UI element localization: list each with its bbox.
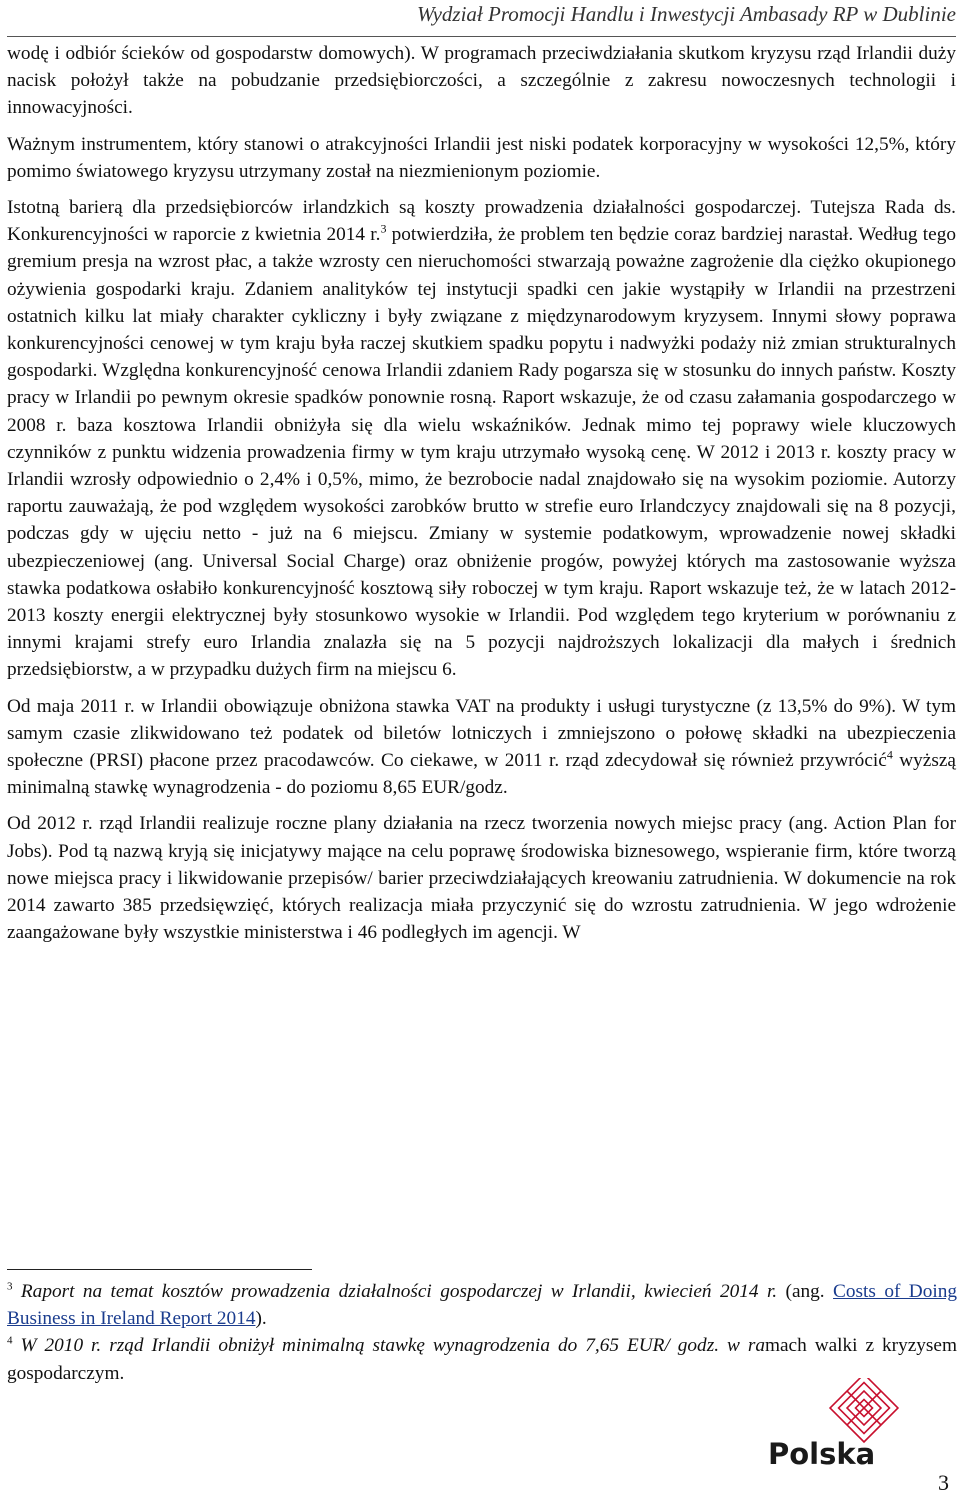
paragraph-3-part-1: Istotną barierą dla przedsiębiorców irlandzkich są koszty prowadzenia działalności gospodarczej. Tutejsza Rada ds. Konkurencyjności w raporcie z kwietnia 2014 r. (7, 197, 956, 246)
footnote-3-title: Raport na temat kosztów prowadzenia działalności gospodarczej w Irlandii, kwiecień 2014 r. (20, 1281, 778, 1302)
running-header: Wydział Promocji Handlu i Inwestycji Ambasady RP w Dublinie (417, 2, 956, 26)
footnote-ref-4[interactable]: 4 (886, 747, 893, 762)
footnote-4-italic: W 2010 r. rząd Irlandii obniżył minimalną stawkę wynagrodzenia do 7,65 EUR/ godz. w ra (20, 1335, 765, 1357)
paragraph-4 (7, 693, 956, 802)
paragraph-5: Od 2012 r. rząd Irlandii realizuje roczne plany działania na rzecz tworzenia nowych miejsc pracy (ang. Action Plan for Jobs). Pod tą nazwą kryją się inicjatywy mające na celu poprawę środowiska biznesowego, wspieranie firm, które tworzą nowe miejsca pracy i likwidowanie przepisów/ barier przeciwdziałających kreowaniu zatrudnienia. W dokumencie na rok 2014 zawarto 385 przedsięwzięć, których realizacja miała przyczynić się do wzrostu zatrudnienia. W jego wdrożenie zaangażowane były wszystkie ministerstwa i 46 podległych im agencji. W (7, 813, 956, 944)
paragraph-4-part-1: Od maja 2011 r. w Irlandii obowiązuje obniżona stawka VAT na produkty i usługi turystyczne (z 13,5% do 9%). W tym samym czasie zlikwidowano też podatek od biletów lotniczych i zmniejszono o połowę składki na ubezpieczenia społeczne (PRSI) płacone przez pracodawców. Co ciekawe, w 2011 r. rząd zdecydował się również przywrócić (7, 695, 956, 772)
footnote-separator (7, 1269, 312, 1270)
footnote-4-text: mach walki z kryzysem gospodarczym. (7, 1335, 957, 1384)
logo-mark-icon (830, 1378, 898, 1442)
polska-logo-graphic (768, 1378, 900, 1470)
logo-wordmark: Polska (768, 1437, 876, 1470)
polska-logo (768, 1378, 900, 1470)
footnote-3 (7, 1278, 957, 1332)
header-rule (7, 36, 956, 37)
footnote-3-end: ). (255, 1308, 267, 1330)
report-link[interactable]: Costs of Doing Business in Ireland Report 2014 (7, 1281, 957, 1330)
document-body (7, 40, 956, 947)
footnotes (7, 1278, 957, 1387)
footnote-number: 3 (7, 1280, 13, 1293)
paragraph-4-part-2: wyższą minimalną stawkę wynagrodzenia - do poziomu 8,65 EUR/godz. (7, 750, 956, 799)
paragraph-2: Ważnym instrumentem, który stanowi o atrakcyjności Irlandii jest niski podatek korporacyjny w wysokości 12,5%, który pomimo światowego kryzysu utrzymany został na niezmienionym poziomie. (7, 133, 956, 182)
footnote-ref-3[interactable]: 3 (380, 221, 387, 236)
paragraph-1: wodę i odbiór ścieków od gospodarstw domowych). W programach przeciwdziałania skutkom kryzysu rząd Irlandii duży nacisk położył także na pobudzanie przedsiębiorczości, a szczególnie z zakresu nowoczesnych technologii i innowacyjności. (7, 43, 956, 119)
footnote-number: 4 (7, 1334, 13, 1347)
footnote-3-text: (ang. (777, 1281, 834, 1302)
paragraph-3-part-2: potwierdziła, że problem ten będzie coraz bardziej narastał. Według tego gremium presja na wzrost płac, a także wzrosty cen nieruchomości stwarzają poważne zagrożenie dla ciężko okupionego ożywienia gospodarki kraju. Zdaniem analityków tej instytucji spadki cen jakie wystąpiły w Irlandii na przestrzeni ostatnich kilku lat miały charakter cykliczny i były związane z międzynarodowym kryzysem. Innymi słowy poprawa konkurencyjności cenowej w tym kraju była raczej skutkiem spadku popytu i nadwyżki podaży niż zmian strukturalnych gospodarki. Względna konkurencyjność cenowa Irlandii zdaniem Rady pogarsza się w stosunku do innych państw. Koszty pracy w Irlandii po pewnym okresie spadków ponownie rosną. Raport wskazuje, że od czasu załamania gospodarczego w 2008 r. baza kosztowa Irlandii obniżyła się dla wielu wskaźników. Jednak mimo tej poprawy wiele kluczowych czynników z punktu widzenia prowadzenia firmy w tym kraju utrzymało wysoką cenę. W 2012 i 2013 r. koszty pracy w Irlandii wzrosły odpowiednio o 2,4% i 0,5%, mimo, że bezrobocie nadal znajdowało się na wysokim poziomie. Autorzy raportu zauważają, że pod względem wysokości zarobków brutto w strefie euro Irlandczycy znajdowali się na 8 pozycji, podczas gdy w ujęciu netto - już na 6 miejscu. Zmiany w systemie podatkowym, wprowadzenie nowej składki ubezpieczeniowej (ang. Universal Social Charge) oraz obniżenie progów, powyżej których ma zastosowanie wyższa stawka podatkowa osłabiło konkurencyjność kosztową siły roboczej w tym kraju. Raport wskazuje też, że w latach 2012-2013 koszty energii elektrycznej były stosunkowo wysokie w Irlandii. Pod względem tego kryterium w porównaniu z innymi krajami strefy euro Irlandia znalazła się na 5 pozycji najdroższych lokalizacji dla małych i średnich przedsiębiorstw, a w przypadku dużych firm na miejscu 6. (7, 224, 956, 681)
paragraph-3 (7, 194, 956, 684)
page-number: 3 (938, 1470, 949, 1495)
